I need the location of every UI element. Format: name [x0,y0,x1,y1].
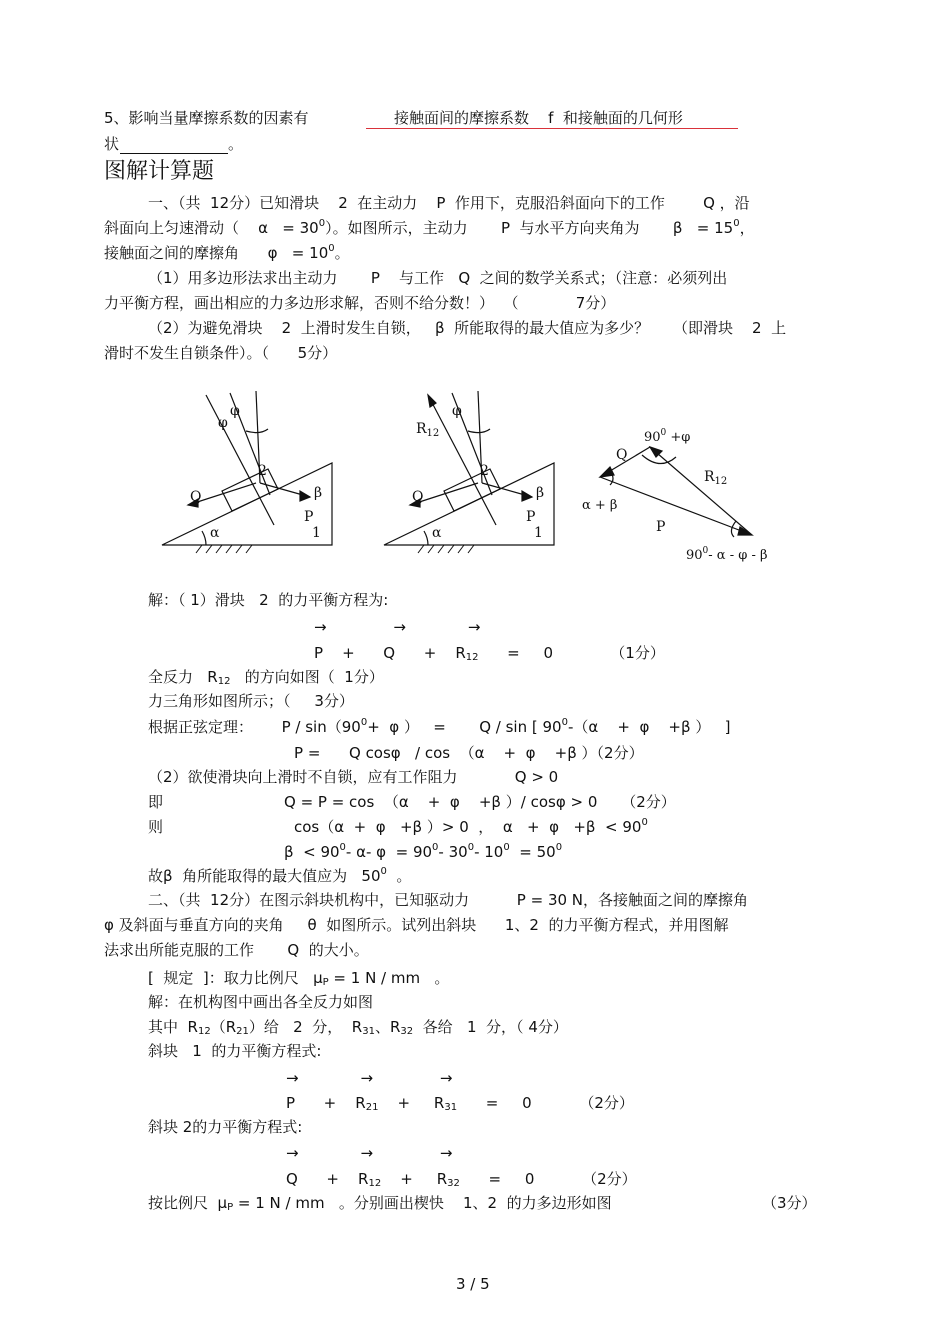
fig2-base-label: 1 [534,525,543,541]
sol1-line7: （2）欲使滑块向上滑时不自锁，应有工作阻力 Q > 0 [148,768,559,786]
fig2-block-label: 2 [480,463,489,479]
sol2-equation-2: Q + $R_{12}$ + $R_{32}$ = 0 （2分） [286,1170,637,1189]
q5-answer-underline [366,108,738,129]
sol1-line8-label: 即 [148,793,164,811]
sol2-line2: 解：在机构图中画出各全反力如图 [148,993,374,1011]
fig1-alpha-label: α [210,525,220,541]
sol1-line8: Q = P = cos （α + φ +β ）/ cosφ > 0 （2分） [284,793,676,811]
p1-line4: （1）用多边形法求出主动力 P 与工作 Q 之间的数学关系式；（注意：必须列出 [148,269,728,287]
fig1-base-label: 1 [312,525,321,541]
fig1-phi-left: φ [218,415,228,431]
fig1-beta-label: β [314,485,323,501]
fig2-R-label: $R_{12}$ [416,421,440,439]
fig3-R-label: $R_{12}$ [704,469,728,487]
section-title: 图解计算题 [104,159,215,184]
q5-line2-start: 状 [104,135,120,153]
sol2-vector-arrows-2: → → → [286,1144,453,1162]
fig2-phi-label: φ [452,403,462,419]
fig2-beta-label: β [536,485,545,501]
sol1-equation: P + Q + $R_{12}$ = 0 （1分） [314,644,665,663]
sol2-line5: 斜块 2的力平衡方程式: [148,1118,303,1136]
sol1-vector-arrows: → → → [314,618,481,636]
p1-line7: 滑时不发生自锁条件）。（ 5分） [104,344,338,362]
fig2-alpha-label: α [432,525,442,541]
q5-prefix: 5、影响当量摩擦系数的因素有 [104,109,309,127]
sol1-line5: 根据正弦定理： $P / \sin(90^0+ \varphi$ ） = Q / sin [ $90^0-(\alpha$ + φ +β ） ] [148,717,731,736]
sol1-line9-label: 则 [148,818,164,836]
sol1-line3: 全反力 $R_{12}$ 的方向如图（ 1分） [148,668,384,687]
sol2-line4: 斜块 1 的力平衡方程式: [148,1042,322,1060]
sol1-line1: 解：（ 1）滑块 2 的力平衡方程为: [148,591,389,609]
sol2-line6: 按比例尺 $\mu_P = 1$ N / mm 。分别画出楔快 1、2 的力多边形如图 [148,1194,612,1213]
fig3-bottom-angle: $90^0-$ α - φ - β [686,546,768,563]
p1-line3: 接触面之间的摩擦角 $\varphi = 10^0$。 [104,243,350,262]
fig1-block-label: 2 [258,463,267,479]
p1-line2: 斜面向上匀速滑动（ $\alpha = 30^0$）。如图所示，主动力 P 与水平方向夹角为 $\beta = 15^0$， [104,218,755,237]
fig3-left-angle: α + β [582,498,618,513]
sol2-line1: [ 规定 ]：取力比例尺 $\mu_P = 1$ N / mm 。 [148,969,450,988]
q5-answer: 接触面间的摩擦系数 f 和接触面的几何形 [394,109,683,127]
fig3-Q-label: Q [616,447,628,463]
p1-line1: 一、（共 12分）已知滑块 2 在主动力 P 作用下，克服沿斜面向下的工作 Q ，沿 [148,194,750,212]
sol1-line9: cos（α + φ +β ）> 0 ， $\alpha + \varphi +\beta < 90^0$ [294,817,648,836]
fig2-P-label: P [526,509,536,525]
sol2-line3: 其中 $R_{12}(R_{21})$给 2 分， $R_{31}$、$R_{32}$ 各给 1 分，（ 4分） [148,1018,568,1037]
figures [150,385,790,570]
fig2-Q-label: Q [412,489,424,505]
p1-line5: 力平衡方程，画出相应的力多边形求解，否则不给分数！） （ 7分） [104,294,616,312]
p2-line2: φ 及斜面与垂直方向的夹角 θ 如图所示。试列出斜块 1、2 的力平衡方程式，并用图解 [104,916,729,934]
p1-line6: （2）为避免滑块 2 上滑时发生自锁， β 所能取得的最大值应为多少？ （即滑块 2 上 [148,319,787,337]
figure-1-slider [162,391,332,553]
fig3-top-angle: $90^0 +\varphi$ [644,428,691,445]
p2-line3: 法求出所能克服的工作 Q 的大小。 [104,941,369,959]
figure-2-slider-reaction [384,391,554,553]
q5-blank [120,133,228,154]
fig1-P-label: P [304,509,314,525]
page-number: 3 / 5 [456,1275,490,1293]
sol2-line6-score: （3分） [762,1194,817,1212]
sol1-line11: 故β 角所能取得的最大值应为 $50^0$ 。 [148,866,412,885]
fig1-phi-right: φ [230,403,240,419]
p2-line1: 二、（共 12分）在图示斜块机构中，已知驱动力 P = 30 N，各接触面之间的摩擦角 [148,891,749,909]
fig3-P-label: P [656,519,666,535]
sol2-equation-1: P + $R_{21}$ + $R_{31}$ = 0 （2分） [286,1094,634,1113]
fig1-Q-label: Q [190,489,202,505]
q5-line2-end: 。 [228,135,244,153]
sol2-vector-arrows-1: → → → [286,1069,453,1087]
sol1-line6: P = Q cosφ / cos （α + φ +β ）（2分） [294,744,644,762]
sol1-line4: 力三角形如图所示；（ 3分） [148,692,354,710]
sol1-line10: $\beta < 90^0-$ α- $\varphi = 90^0-$ $30^0-$ $10^0 = 50^0$ [284,842,563,861]
figure-3-force-triangle [582,428,768,563]
